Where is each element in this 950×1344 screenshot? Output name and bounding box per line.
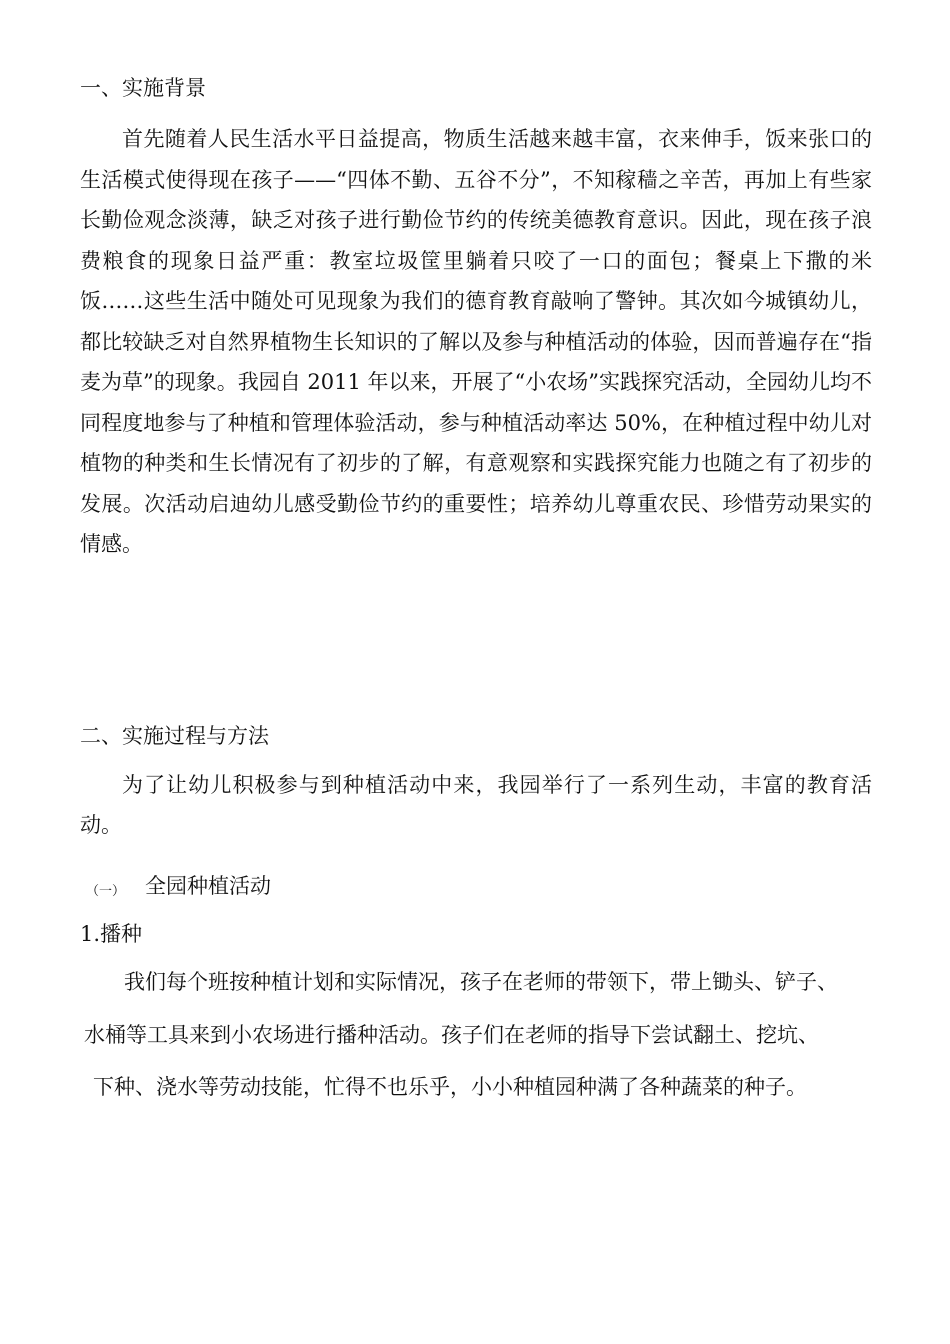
sowing-line-2: 水桶等工具来到小农场进行播种活动。孩子们在老师的指导下尝试翻土、挖坑、 [84,1023,819,1047]
item-title-sowing: 1.播种 [80,922,143,946]
sowing-line-3: 下种、浇水等劳动技能，忙得不也乐乎，小小种植园种满了各种蔬菜的种子。 [93,1075,807,1099]
section-heading-background: 一、实施背景 [80,76,206,100]
background-paragraph: 首先随着人民生活水平日益提高，物质生活越来越丰富，衣来伸手，饭来张口的生活模式使得现在孩子——“四体不勤、五谷不分”，不知稼穑之辛苦，再加上有些家长勤俭观念淡薄，缺乏对孩子进行勤俭节约的传统美德教育意识。因此，现在孩子浪费粮食的现象日益严重：教室垃圾筐里躺着只咬了一口的面包；餐桌上下撒的米饭……这些生活中随处可见现象为我们的德育教育敲响了警钟。其次如今城镇幼儿，都比较缺乏对自然界植物生长知识的了解以及参与种植活动的体验，因而普遍存在“指麦为草”的现象。我园自 2011 年以来，开展了“小农场”实践探究活动，全园幼儿均不同程度地参与了种植和管理体验活动，参与种植活动率达 50%，在种植过程中幼儿对植物的种类和生长情况有了初步的了解，有意观察和实践探究能力也随之有了初步的发展。次活动启迪幼儿感受勤俭节约的重要性；培养幼儿尊重农民、珍惜劳动果实的情感。 [80,127,872,556]
sowing-line-1: 我们每个班按种植计划和实际情况，孩子在老师的带领下，带上锄头、铲子、 [124,970,838,994]
section-heading-process: 二、实施过程与方法 [80,724,269,748]
subsection-title: 全园种植活动 [145,874,272,898]
process-intro-paragraph: 为了让幼儿积极参与到种植活动中来，我园举行了一系列生动，丰富的教育活动。 [80,773,872,837]
subsection-heading [86,872,271,906]
subsection-number: （一） [86,884,126,899]
